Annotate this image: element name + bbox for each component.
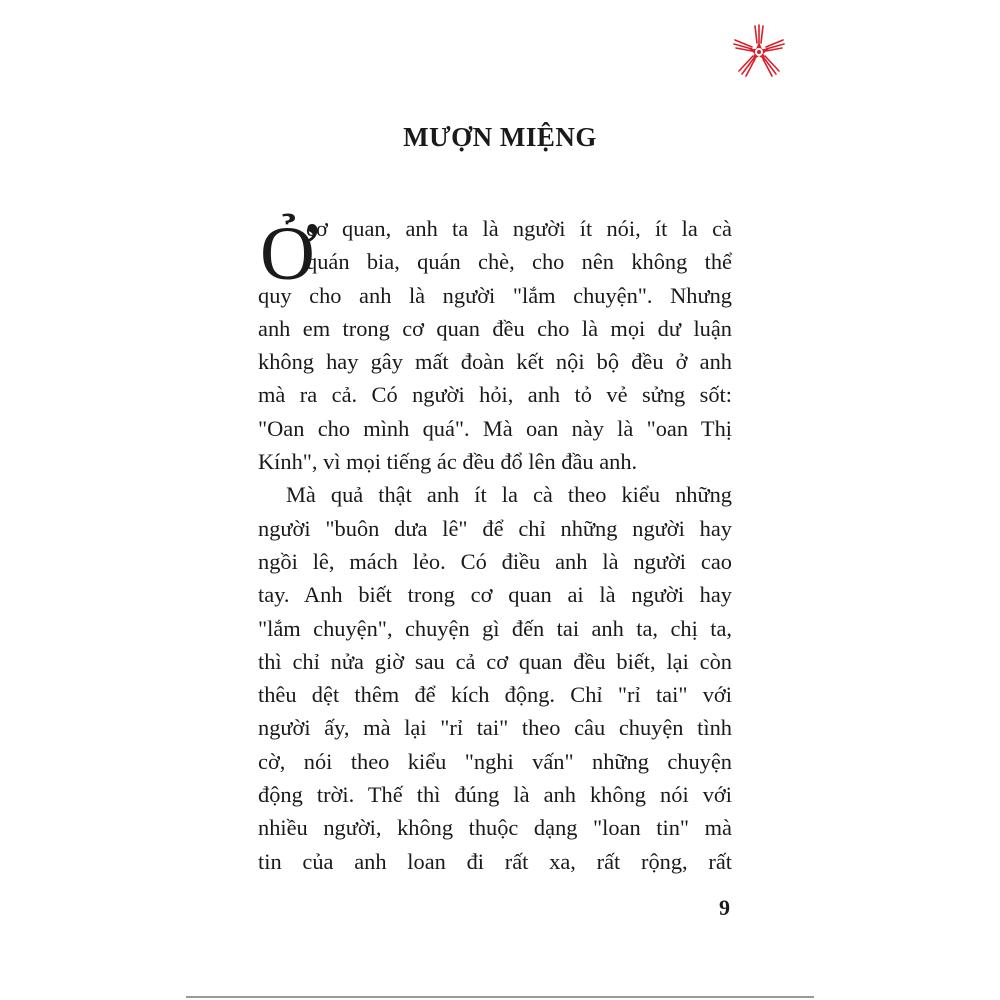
text-line: quy cho anh là người "lắm chuyện". Nhưng: [258, 282, 732, 308]
red-star-logo-icon: [730, 22, 788, 80]
text-line: cờ, nói theo kiểu "nghi vấn" những chuyện: [258, 748, 732, 774]
text-line: động trời. Thế thì đúng là anh không nói với: [258, 782, 732, 808]
text-line: thì chỉ nửa giờ sau cả cơ quan đều biết, lại còn: [258, 648, 732, 674]
text-line: quán bia, quán chè, cho nên không thể: [306, 249, 732, 275]
text-line: người ấy, mà lại "rỉ tai" theo câu chuyện tình: [258, 715, 732, 741]
text-line: người "buôn dưa lê" để chỉ những người hay: [258, 515, 732, 541]
text-line: "Oan cho mình quá". Mà oan này là "oan Thị: [258, 415, 732, 441]
text-line: nhiều người, không thuộc dạng "loan tin" mà: [258, 815, 732, 841]
text-line: mà ra cả. Có người hỏi, anh tỏ vẻ sửng sốt:: [258, 382, 732, 408]
paragraph-1: [258, 212, 732, 478]
text-line: thêu dệt thêm để kích động. Chỉ "rỉ tai" với: [258, 682, 732, 708]
text-line: ngồi lê, mách lẻo. Có điều anh là người cao: [258, 548, 732, 574]
body-text: [258, 212, 732, 878]
drop-cap: Ở: [260, 212, 315, 296]
chapter-title: MƯỢN MIỆNG: [403, 122, 597, 152]
page-divider: [186, 996, 814, 998]
text-line: "lắm chuyện", chuyện gì đến tai anh ta, chị ta,: [258, 615, 732, 641]
text-line: tay. Anh biết trong cơ quan ai là người hay: [258, 582, 732, 608]
text-line: không hay gây mất đoàn kết nội bộ đều ở anh: [258, 349, 732, 375]
text-line: anh em trong cơ quan đều cho là mọi dư luận: [258, 315, 732, 341]
text-line: Kính", vì mọi tiếng ác đều đổ lên đầu anh.: [258, 449, 638, 475]
text-line: Mà quả thật anh ít la cà theo kiểu những: [286, 482, 732, 508]
paragraph-2: [258, 478, 732, 878]
page-number: 9: [719, 895, 730, 920]
text-line: cơ quan, anh ta là người ít nói, ít la cà: [306, 216, 732, 241]
text-line: tin của anh loan đi rất xa, rất rộng, rất: [258, 848, 732, 874]
